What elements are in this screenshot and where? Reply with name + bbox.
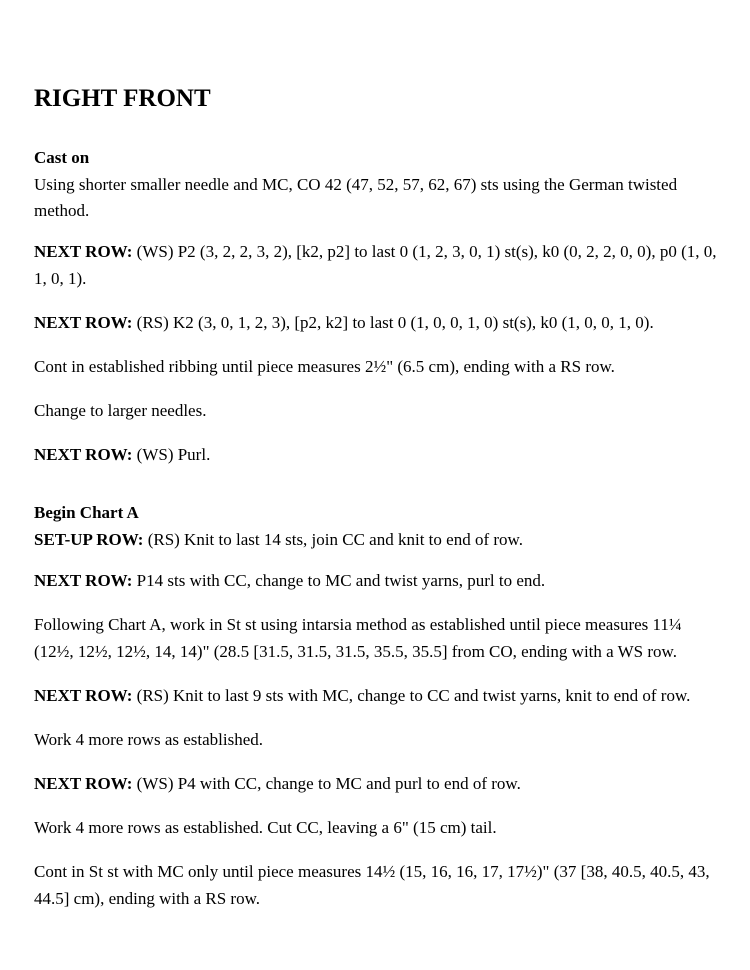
cast-on-block [34, 145, 724, 225]
cast-on-heading: Cast on [34, 148, 90, 167]
row-text: Following Chart A, work in St st using intarsia method as established until piece measures 11¼ (12½, 12½, 12½, 14, 14)" (28.5 [31.5, 31.5, 31.5, 35.5, 35.5] from CO, ending with a WS row. [34, 615, 682, 661]
instruction [34, 815, 724, 842]
row-text: Work 4 more rows as established. [34, 730, 264, 749]
cast-on-text: Using shorter smaller needle and MC, CO 42 (47, 52, 57, 62, 67) sts using the German twisted method. [34, 174, 678, 220]
instruction [34, 727, 724, 754]
instruction [34, 354, 724, 381]
row-text: Cont in established ribbing until piece measures 2½" (6.5 cm), ending with a RS row. [34, 357, 615, 376]
chart-a-heading: Begin Chart A [34, 503, 139, 522]
row-label: NEXT ROW: [34, 313, 133, 332]
row-text: Work 4 more rows as established. Cut CC, leaving a 6" (15 cm) tail. [34, 818, 497, 837]
setup-row-text: (RS) Knit to last 14 sts, join CC and knit to end of row. [143, 529, 523, 549]
instruction [34, 568, 724, 595]
chart-a-block [34, 500, 724, 553]
row-label: NEXT ROW: [34, 242, 133, 261]
instruction [34, 442, 724, 469]
row-text: Change to larger needles. [34, 401, 207, 420]
instruction [34, 683, 724, 710]
row-text: (WS) P2 (3, 2, 2, 3, 2), [k2, p2] to last 0 (1, 2, 3, 0, 1) st(s), k0 (0, 2, 2, 0, 0), p0 (1, 0, 1, 0, 1). [34, 242, 717, 288]
row-text: (WS) P4 with CC, change to MC and purl to end of row. [132, 774, 521, 793]
instruction [34, 398, 724, 425]
row-label: NEXT ROW: [34, 445, 133, 464]
instruction [34, 239, 724, 292]
row-text: (RS) K2 (3, 0, 1, 2, 3), [p2, k2] to last 0 (1, 0, 0, 1, 0) st(s), k0 (1, 0, 0, 1, 0). [132, 313, 654, 332]
row-label: NEXT ROW: [34, 774, 133, 793]
row-text: Cont in St st with MC only until piece measures 14½ (15, 16, 16, 17, 17½)" (37 [38, 40.5, 40.5, 43, 44.5] cm), ending with a RS row. [34, 862, 710, 908]
instruction [34, 859, 724, 912]
section-title: RIGHT FRONT [34, 85, 211, 112]
setup-row-label: SET-UP ROW: [34, 529, 144, 549]
row-text: (WS) Purl. [132, 445, 211, 464]
instruction [34, 310, 724, 337]
instruction [34, 771, 724, 798]
row-label: NEXT ROW: [34, 686, 133, 705]
row-text: P14 sts with CC, change to MC and twist yarns, purl to end. [132, 571, 546, 590]
instruction [34, 612, 724, 665]
row-text: (RS) Knit to last 9 sts with MC, change to CC and twist yarns, knit to end of row. [132, 686, 691, 705]
row-label: NEXT ROW: [34, 571, 133, 590]
